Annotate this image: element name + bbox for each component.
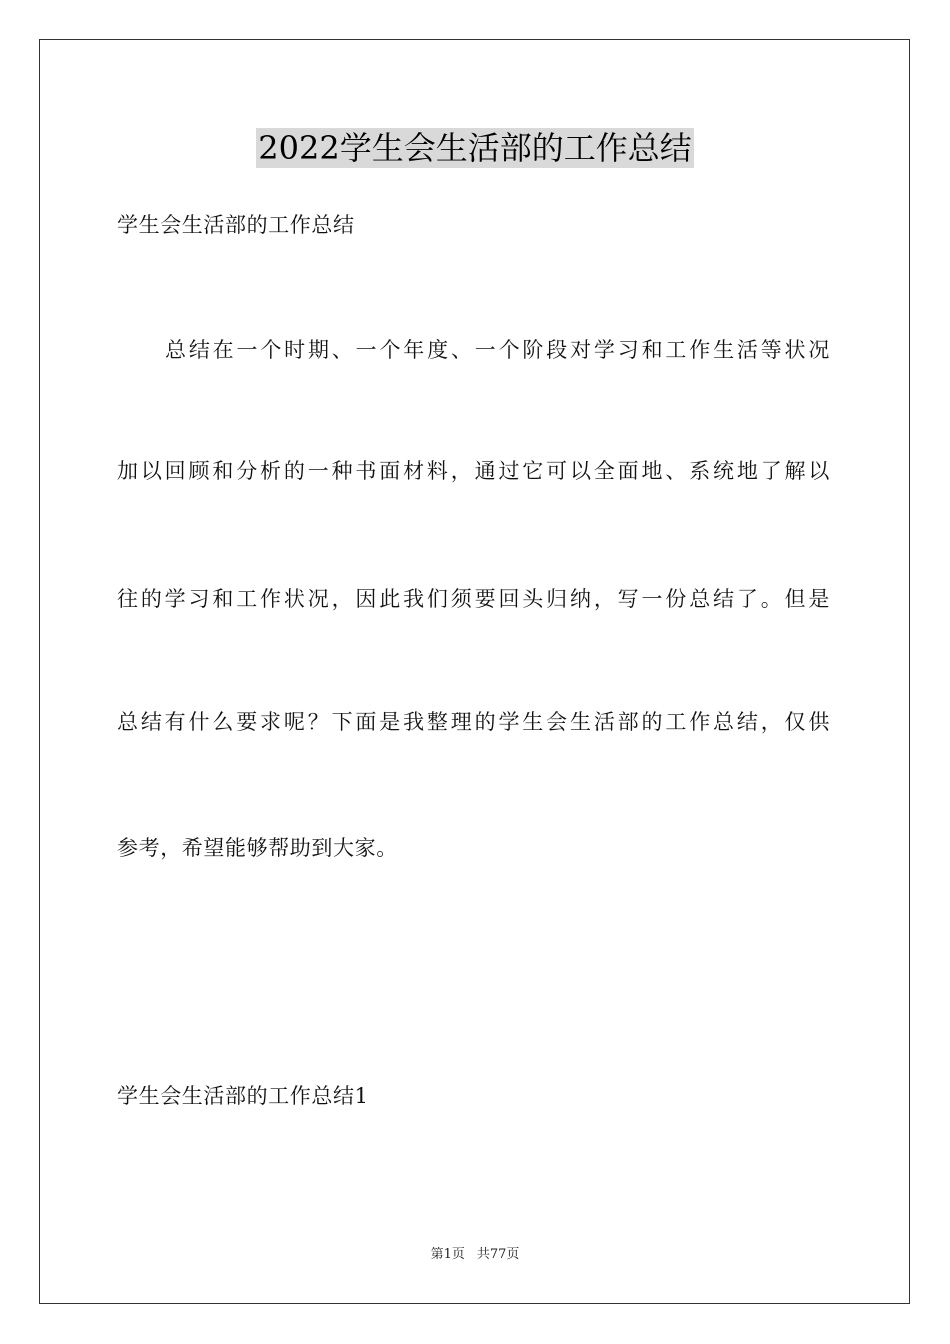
paragraph-line-2: 加以回顾和分析的一种书面材料，通过它可以全面地、系统地了解以 <box>117 459 830 483</box>
page-footer <box>0 1246 950 1264</box>
page-number: 第1页 <box>430 1247 465 1262</box>
document-title-wrapper <box>0 128 950 168</box>
page-total: 共77页 <box>476 1247 520 1262</box>
section-heading: 学生会生活部的工作总结1 <box>117 1084 369 1108</box>
document-subtitle: 学生会生活部的工作总结 <box>117 213 355 237</box>
paragraph-line-3: 往的学习和工作状况，因此我们须要回头归纳，写一份总结了。但是 <box>117 587 830 611</box>
document-title: 2022学生会生活部的工作总结 <box>258 129 692 167</box>
paragraph-line-1: 总结在一个时期、一个年度、一个阶段对学习和工作生活等状况 <box>165 338 830 362</box>
paragraph-line-5: 参考，希望能够帮助到大家。 <box>117 836 398 860</box>
paragraph-line-4: 总结有什么要求呢？下面是我整理的学生会生活部的工作总结，仅供 <box>117 710 830 734</box>
